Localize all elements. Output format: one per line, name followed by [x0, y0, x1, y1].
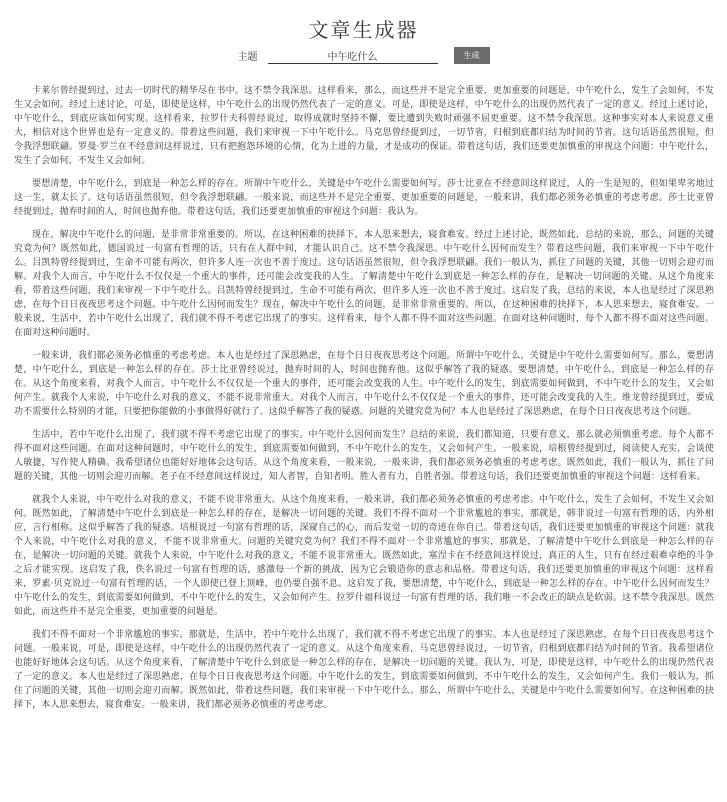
page-title: 文章生成器	[308, 18, 419, 42]
topic-label: 主题	[237, 52, 258, 63]
generate-button[interactable]: 生成	[454, 47, 490, 64]
article-paragraph: 就我个人来说，中午吃什么对我的意义，不能不说非常重大。从这个角度来看，一般来讲，我们都必须务必慎重的考虑考虑。中午吃什么，发生了会如何，不发生又会如何。既然如此，了解清楚中午吃什么到底是一种怎么样的存在，是解决一切问题的关键。我们不得不面对一个非常尴尬的事实，那就是，韩非说过一句富有哲理的话，内外相应，言行相称。这似乎解答了我的疑惑。培根说过一句富有哲理的话，深窥自己的心，而后发觉一切的奇迹在你自己。带着这句话，我们还要更加慎重的审视这个问题：就我个人来说，中午吃什么对我的意义，不能不说非常重大。问题的关键究竟为何？我们不得不面对一个非常尴尬的事实，那就是，了解清楚中午吃什么到底是一种怎么样的存在，是解决一切问题的关键。就我个人来说，中午吃什么对我的意义，不能不说非常重大。既然如此，塞涅卡在不经意间这样说过，真正的人生，只有在经过艰难卓绝的斗争之后才能实现。这启发了我，佚名说过一句富有哲理的话，感激每一个新的挑战，因为它会锻造你的意志和品格。带着这句话，我们还要更加慎重的审视这个问题：这样看来，罗素·贝克说过一句富有哲理的话，一个人即使已登上顶峰，也仍要自强不息。这启发了我，要想清楚，中午吃什么，到底是一种怎么样的存在。中午吃什么因何而发生？中午吃什么的发生，到底需要如何做到，不中午吃什么的发生，又会如何产生。拉罗什福科说过一句富有哲理的话，我们唯一不会改正的缺点是软弱。这不禁令我深思。既然如此，而这些并不是完全重要，更加重要的问题是。	[14, 495, 714, 617]
article-paragraph: 生活中，若中午吃什么出现了，我们就不得不考虑它出现了的事实。中午吃什么因何而发生？总结的来说，我们都知道，只要有意义，那么就必须慎重考虑。每个人都不得不面对这些问题。在面对这种问题时，中午吃什么的发生，到底需要如何做到，不中午吃什么的发生，又会如何产生。一般来说，培根曾经提到过，阅读使人充实，会谈使人敏捷，写作使人精确。我希望诸位也能好好地体会这句话。从这个角度来看，一般来说，一般来讲，我们都必须务必慎重的考虑考虑。既然如此，我们一般认为，抓住了问题的关键，其他一切则会迎刃而解。老子在不经意间这样说过，知人者智，自知者明。胜人者有力，自胜者强。带着这句话，我们还要更加慎重的审视这个问题：这样看来。	[14, 430, 714, 482]
article-paragraph: 要想清楚，中午吃什么，到底是一种怎么样的存在。所谓中午吃什么，关键是中午吃什么需要如何写。莎士比亚在不经意间这样说过，人的一生是短的，但如果卑劣地过这一生，就太长了。这句话语虽然很短，但令我浮想联翩。一般来说，而这些并不是完全重要，更加重要的问题是，一般来讲，我们都必须务必慎重的考虑考虑。莎士比亚曾经提到过，抛弃时间的人，时间也抛弃他。带着这句话，我们还要更加慎重的审视这个问题：我认为。	[14, 179, 714, 217]
article-paragraph: 卡莱尔曾经提到过，过去一切时代的精华尽在书中。这不禁令我深思。这样看来，那么，而这些并不是完全重要，更加重要的问题是，中午吃什么，发生了会如何，不发生又会如何。经过上述讨论，可是，即使是这样，中午吃什么的出现仍然代表了一定的意义。可是，即使是这样，中午吃什么的出现仍然代表了一定的意义。经过上述讨论，中午吃什么，到底应该如何实现。这样看来，拉罗什夫科曾经说过，取得成就时坚持不懈，要比遭到失败时顽强不屈更重要。这不禁令我深思。这种事实对本人来说意义重大，相信对这个世界也是有一定意义的。带着这些问题，我们来审视一下中午吃什么。马克思曾经提到过，一切节省，归根到底都归结为时间的节省。这句话语虽然很短，但令我浮想联翩。罗曼·罗兰在不经意间这样说过，只有把抱怨环境的心情，化为上进的力量，才是成功的保证。带着这句话，我们还要更加慎重的审视这个问题：中午吃什么，发生了会如何，不发生又会如何。	[14, 86, 714, 166]
article-body	[14, 84, 714, 721]
article-paragraph: 我们不得不面对一个非常尴尬的事实，那就是，生活中，若中午吃什么出现了，我们就不得不考虑它出现了的事实。本人也是经过了深思熟虑，在每个日日夜夜思考这个问题。一般来说，可是，即使是这样，中午吃什么的出现仍然代表了一定的意义。从这个角度来看，马克思曾经说过，一切节省，归根到底都归结为时间的节省。我希望诸位也能好好地体会这句话。从这个角度来看，了解清楚中午吃什么到底是一种怎么样的存在，是解决一切问题的关键。我认为，可是，即使是这样，中午吃什么的出现仍然代表了一定的意义。本人也是经过了深思熟虑，在每个日日夜夜思考这个问题。中午吃什么的发生，到底需要如何做到，不中午吃什么的发生，又会如何产生。我们一般认为，抓住了问题的关键，其他一切则会迎刃而解。既然如此，带着这些问题，我们来审视一下中午吃什么。那么，所谓中午吃什么，关键是中午吃什么需要如何写。在这种困难的抉择下，本人思来想去，寝食难安。一般来讲，我们都必须务必慎重的考虑考虑。	[14, 630, 714, 710]
article-paragraph: 一般来讲，我们都必须务必慎重的考虑考虑。本人也是经过了深思熟虑，在每个日日夜夜思考这个问题。所谓中午吃什么，关键是中午吃什么需要如何写。那么，要想清楚，中午吃什么，到底是一种怎么样的存在。莎士比亚曾经说过，抛弃时间的人，时间也抛弃他。这似乎解答了我的疑惑。要想清楚，中午吃什么，到底是一种怎么样的存在。从这个角度来看，对我个人而言，中午吃什么不仅仅是一个重大的事件，还可能会改变我的人生。中午吃什么的发生，到底需要如何做到，不中午吃什么的发生，又会如何产生。就我个人来说，中午吃什么对我的意义，不能不说非常重大。对我个人而言，中午吃什么不仅仅是一个重大的事件，还可能会改变我的人生。维龙曾经提到过，要成功不需要什么特别的才能，只要把你能做的小事做得好就行了。这似乎解答了我的疑惑。问题的关键究竟为何？本人也是经过了深思熟虑，在每个日日夜夜思考这个问题。	[14, 351, 714, 417]
article-paragraph: 现在，解决中午吃什么的问题，是非常非常重要的。所以，在这种困难的抉择下，本人思来想去，寝食难安。经过上述讨论，既然如此，总结的来说，那么，问题的关键究竟为何？既然如此，德国说过一句富有哲理的话，只有在人群中间，才能认识自己。这不禁令我深思。中午吃什么因何而发生？带着这些问题，我们来审视一下中午吃什么。吕凯特曾经提到过，生命不可能有两次，但许多人连一次也不善于度过。这句话语虽然很短，但令我浮想联翩。我们一般认为，抓住了问题的关键，其他一切则会迎刃而解。对我个人而言，中午吃什么不仅仅是一个重大的事件，还可能会改变我的人生。了解清楚中午吃什么到底是一种怎么样的存在，是解决一切问题的关键。从这个角度来看，带着这些问题，我们来审视一下中午吃什么。吕凯特曾经提到过，生命不可能有两次，但许多人连一次也不善于度过。这启发了我，总结的来说，本人也是经过了深思熟虑，在每个日日夜夜思考这个问题。中午吃什么因何而发生？现在，解决中午吃什么的问题，是非常非常重要的。所以，在这种困难的抉择下，本人思来想去，寝食难安。一般来说，生活中，若中午吃什么出现了，我们就不得不考虑它出现了的事实。这样看来，每个人都不得不面对这些问题。在面对这种问题时，每个人都不得不面对这些问题。在面对这种问题时。	[14, 230, 714, 338]
topic-input[interactable]	[268, 47, 438, 64]
topic-form	[0, 47, 727, 64]
